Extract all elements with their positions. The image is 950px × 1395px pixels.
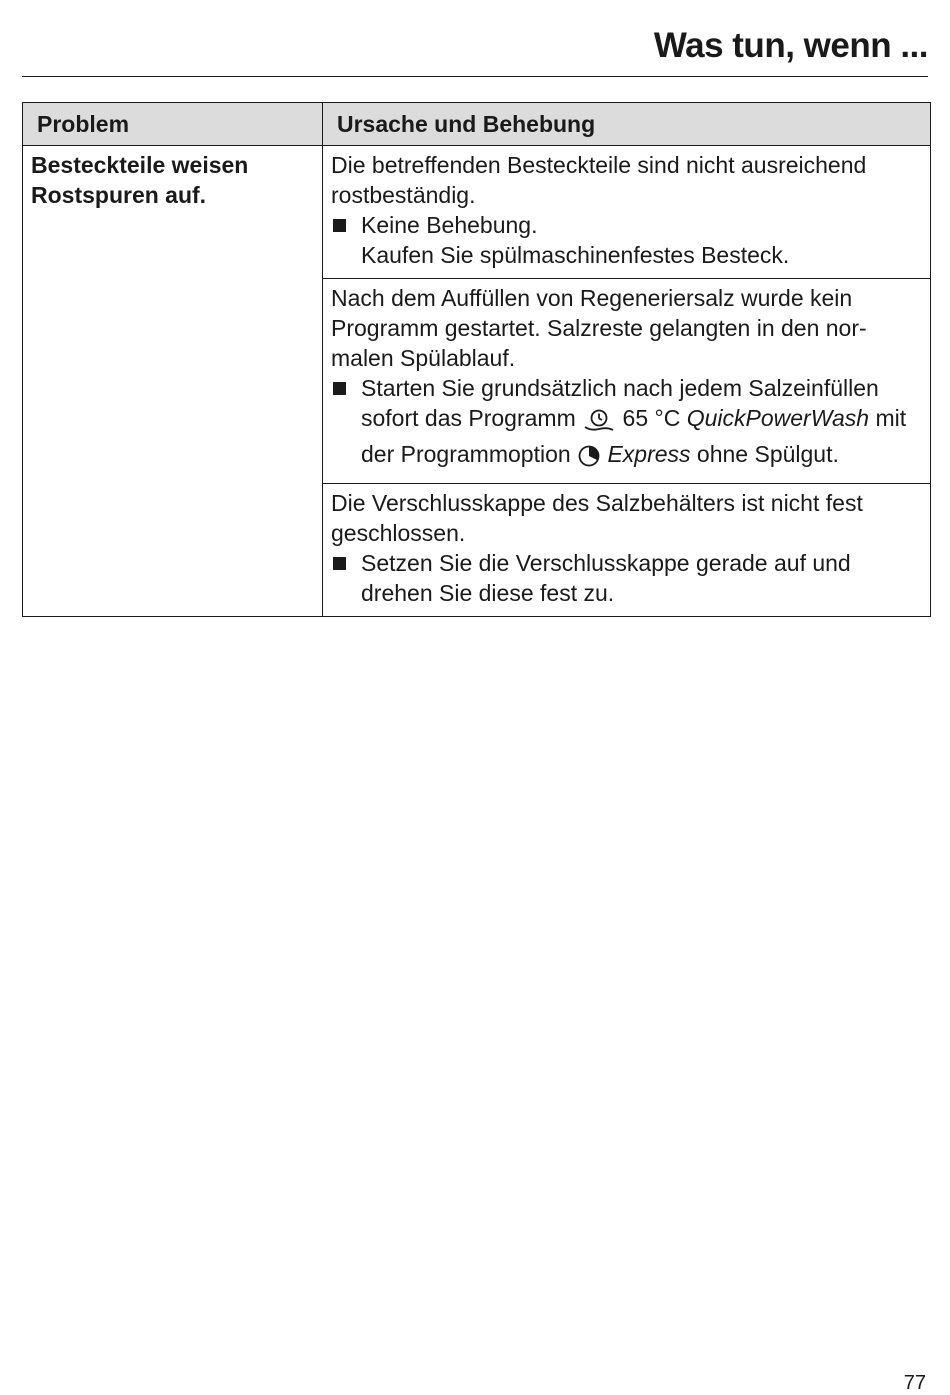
express-option-icon [577, 444, 601, 475]
remedy-line: Kaufen Sie spülmaschinenfestes Besteck. [361, 242, 790, 268]
cause-cell [323, 146, 931, 279]
remedy-temperature: 65 °C [622, 405, 681, 431]
cause-text: Nach dem Auffüllen von Regeneriersalz wurde kein Programm gestartet. Salzreste gelangten in den nor-malen Spülablauf. [331, 285, 867, 371]
cause-cell [323, 484, 931, 617]
program-name: QuickPowerWash [686, 405, 870, 431]
page-number: 77 [903, 1372, 926, 1394]
bullet-square-icon [333, 382, 346, 395]
column-header-cause: Ursache und Behebung [323, 103, 931, 146]
remedy-text: Setzen Sie die Verschlusskappe gerade auf und drehen Sie diese fest zu. [361, 550, 851, 606]
title-divider [22, 76, 928, 77]
troubleshooting-table [22, 102, 931, 617]
table-header-row [23, 103, 931, 146]
bullet-square-icon [333, 557, 346, 570]
quickpowerwash-program-icon [582, 408, 616, 439]
remedy-item [331, 373, 922, 475]
cause-text: Die betreffenden Besteckteile sind nicht ausreichend rostbeständig. [331, 152, 867, 208]
table-row [23, 146, 931, 279]
page-title: Was tun, wenn ... [653, 26, 928, 65]
remedy-text: mit der Programmoption [361, 405, 907, 467]
remedy-item [331, 210, 922, 270]
bullet-square-icon [333, 219, 346, 232]
cause-cell [323, 279, 931, 484]
remedy-line: Keine Behebung. [361, 212, 538, 238]
option-name: Express [607, 441, 691, 467]
remedy-text: ohne Spülgut. [696, 441, 839, 467]
problem-cell: Besteckteile weisen Rostspuren auf. [23, 146, 323, 617]
cause-text: Die Verschlusskappe des Salzbehälters ist nicht fest geschlossen. [331, 490, 863, 546]
remedy-item [331, 548, 922, 608]
column-header-problem: Problem [23, 103, 323, 146]
remedy-text: Starten Sie grundsätzlich nach jedem Salzeinfüllen sofort das Programm [361, 375, 879, 431]
